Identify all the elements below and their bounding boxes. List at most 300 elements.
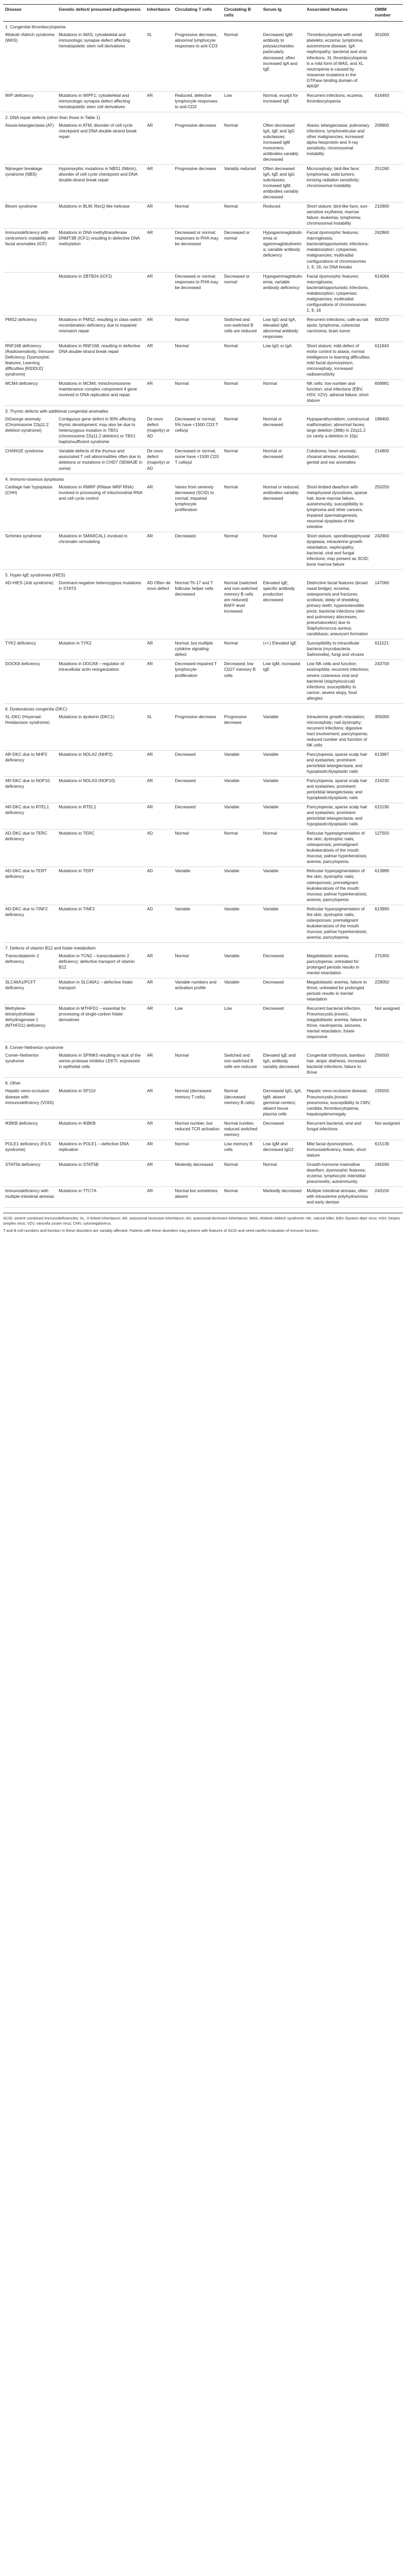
associated-features-cell: Reticular hyperpigmentation of the skin; dystrophic nails; osteoporosis; premalignant leukokeratosis of the mouth mucosa; palmar hyperkeratosis; anemia; pancytopenia [304, 905, 373, 942]
serum-ig-cell: Low IgM and decreased IgG2 [261, 1140, 305, 1160]
column-header: Serum Ig [261, 5, 305, 22]
serum-ig-cell: Markedly decreased [261, 1187, 305, 1207]
omim-cell: 229050 [373, 978, 403, 1004]
inheritance-cell: AR [145, 660, 173, 703]
disease-cell: CHARGE syndrome [3, 447, 57, 473]
genetic-defect-cell: Mutations in TERC [57, 829, 145, 867]
section-title: 6. Dyskeratosis congenita (DKC) [5, 706, 67, 711]
serum-ig-cell: Normal or decreased [261, 447, 305, 473]
genetic-defect-cell: Mutations in RTEL1 [57, 803, 145, 829]
b-cells-cell: Variable [222, 803, 261, 829]
omim-cell: 611943 [373, 342, 403, 379]
disease-cell: TYK2 deficiency [3, 639, 57, 660]
inheritance-cell: AR [145, 483, 173, 532]
inheritance-cell: AR [145, 122, 173, 165]
table-row [3, 31, 403, 91]
inheritance-cell: AD Often de novo defect [145, 579, 173, 639]
associated-features-cell: Microcephaly; bird-like face; lymphomas; solid tumors; ionizing radiation sensitivity; chromosomal instability [304, 165, 373, 202]
omim-cell: 611521 [373, 639, 403, 660]
disease-cell: AR-DKC due to NOP10 deficiency [3, 777, 57, 803]
serum-ig-cell: Often decreased IgA, IgE and IgG subclasses; increased IgM; antibodies variably decreased [261, 165, 305, 202]
genetic-defect-cell: Mutations in DNA methyltransferase DNMT3B (ICF1) resulting in defective DNA methylation [57, 229, 145, 272]
serum-ig-cell: Low IgG and IgA, elevated IgM, abnormal antibody responses [261, 315, 305, 342]
genetic-defect-cell: Mutations in WIPF1; cytoskeletal and immunologic synapse defect affecting hematopoietic stem cell derivatives [57, 91, 145, 112]
table-footnotes [3, 1213, 403, 1233]
omim-cell: 242860 [373, 229, 403, 272]
omim-cell: 615139 [373, 1140, 403, 1160]
genetic-defect-cell: Mutations in POLE1 – defective DNA replication [57, 1140, 145, 1160]
associated-features-cell: Reticular hyperpigmentation of the skin; dystrophic nails; osteoporosis; premalignant leukokeratosis of the mouth mucosa; palmar hyperkeratosis; anemia; pancytopenia [304, 829, 373, 867]
disease-cell: DOCK8 deficiency [3, 660, 57, 703]
footnote: SCID, severe combined immunodeficiencies; XL, X-linked inheritance; AR, autosomal recessive inheritance; AD, autosomal dominant inheritance; WAS, Wiskott–Aldrich syndrome; NK, natural killer; EBV, Epstein–Barr virus; HSV, herpes simplex virus; VZV, varicella zoster virus; CMV, cytomegalovirus. [3, 1216, 400, 1226]
inheritance-cell: AR [145, 202, 173, 229]
section-row [3, 22, 403, 31]
genetic-defect-cell: Mutations in TTC7A [57, 1187, 145, 1207]
table-row [3, 867, 403, 905]
omim-cell: 609981 [373, 380, 403, 406]
b-cells-cell: Variably reduced [222, 165, 261, 202]
disease-cell: Hepatic veno-occlusive disease with immunodeficiency (VODI) [3, 1087, 57, 1119]
disease-cell [3, 272, 57, 315]
t-cells-cell: Decreased [173, 750, 222, 776]
serum-ig-cell: (+/-) Elevated IgE [261, 639, 305, 660]
b-cells-cell: Normal [222, 532, 261, 569]
genetic-defect-cell: Mutation in MTHFD1 – essential for processing of single-carbon folate derivatives [57, 1005, 145, 1042]
t-cells-cell: Progressive decrease, abnormal lymphocyte responses to anti-CD3 [173, 31, 222, 91]
table-row [3, 829, 403, 867]
b-cells-cell: Normal [222, 639, 261, 660]
t-cells-cell: Variable [173, 905, 222, 942]
serum-ig-cell: Often decreased IgA, IgE and IgG subclasses; increased IgM monomers; antibodies variably decreased [261, 122, 305, 165]
t-cells-cell: Normal Th-17 and T follicular helper cells decreased [173, 579, 222, 639]
disease-cell: Cartilage hair hypoplasia (CHH) [3, 483, 57, 532]
b-cells-cell: Variable [222, 905, 261, 942]
t-cells-cell: Variable numbers and activation profile [173, 978, 222, 1004]
section-title: 8. Comel–Netherton syndrome [5, 1045, 63, 1050]
b-cells-cell: Normal (decreased memory B cells) [222, 1087, 261, 1119]
associated-features-cell: Recurrent bacterial, viral and fungal infections [304, 1119, 373, 1140]
associated-features-cell: Reticular hyperpigmentation of the skin; dystrophic nails; osteoporosis; premalignant leukokeratosis of the mouth mucosa; palmar hyperkeratosis; anemia; pancytopenia [304, 867, 373, 905]
t-cells-cell: Normal [173, 380, 222, 406]
disease-cell: AD-DKC due to TERT deficiency [3, 867, 57, 905]
table-row [3, 272, 403, 315]
t-cells-cell: Normal [173, 202, 222, 229]
t-cells-cell: Modestly decreased [173, 1160, 222, 1187]
table-row [3, 713, 403, 751]
disease-cell: Schimke syndrome [3, 532, 57, 569]
section-row [3, 1078, 403, 1088]
t-cells-cell: Normal [173, 829, 222, 867]
b-cells-cell: Normal [222, 31, 261, 91]
b-cells-cell: Normal [222, 483, 261, 532]
associated-features-cell: Thrombocytopenia with small platelets; eczema; lymphoma; autoimmune disease; IgA nephropathy; bacterial and viral infections. XL thrombocytopenia is a mild form of WAS, and XL neutropenia is caused by missense mutations in the GTPase binding domain of WASP [304, 31, 373, 91]
associated-features-cell: Megaloblastic anemia, pancytopenia; untreated for prolonged periods results in mental retardation [304, 952, 373, 978]
section-row [3, 703, 403, 713]
table-row [3, 415, 403, 447]
section-title: 7. Defects of vitamin B12 and folate metabolism [5, 945, 96, 951]
disease-cell: Bloom syndrome [3, 202, 57, 229]
disease-cell: POLE1 deficiency (FILS syndrome) [3, 1140, 57, 1160]
disease-cell: WIP deficiency [3, 91, 57, 112]
disease-cell: Comel–Netherton syndrome [3, 1052, 57, 1078]
inheritance-cell: AR [145, 1160, 173, 1187]
serum-ig-cell: Normal [261, 380, 305, 406]
b-cells-cell: Variable [222, 978, 261, 1004]
genetic-defect-cell: Mutations in dyskerin (DKC1) [57, 713, 145, 751]
disease-cell: STAT5b deficiency [3, 1160, 57, 1187]
t-cells-cell: Normal [173, 1140, 222, 1160]
t-cells-cell: Decreased [173, 532, 222, 569]
associated-features-cell: Hepatic veno-occlusive disease; Pneumocystis jiroveci pneumonia; susceptibility to CMV, candida; thrombocytopenia; hepatosplenomegaly [304, 1087, 373, 1119]
b-cells-cell: Normal [222, 1187, 261, 1207]
inheritance-cell: De novo defect (majority) or AD [145, 415, 173, 447]
table-row [3, 315, 403, 342]
inheritance-cell: AR [145, 342, 173, 379]
omim-cell: 600259 [373, 315, 403, 342]
disease-cell: Nijmegen breakage syndrome (NBS) [3, 165, 57, 202]
associated-features-cell: Megaloblastic anemia, failure to thrive; untreated for prolonged periods results in mental retardation [304, 978, 373, 1004]
disease-cell: Immunodeficiency with centromeric instability and facial anomalies (ICF) [3, 229, 57, 272]
associated-features-cell: Short stature, spondiloepiphyseal dysplasia, intrauterine growth retardation, nephropathy; bacterial, viral and fungal infections; may present as SCID; bone marrow failure [304, 532, 373, 569]
table-row [3, 202, 403, 229]
section-title: 3. Thymic defects with additional congenital anomalies [5, 409, 109, 414]
serum-ig-cell: Reduced [261, 202, 305, 229]
associated-features-cell: Facial dysmorphic features; macroglossia; bacterial/opportunistic infections; malabsorption; cytopenias; malignancies; multiradial configurations of chromosomes 1, 9, 16 [304, 272, 373, 315]
associated-features-cell: Pancytopenia; sparse scalp hair and eyelashes; prominent periorbital telangiectasia; and hypoplastic/dysplastic nails [304, 803, 373, 829]
genetic-defect-cell: Mutations in IKBKB [57, 1119, 145, 1140]
genetic-defect-cell: Mutations in SPINK5 resulting in lack of the serine protease inhibitor LEKTI, expressed in epithelial cells [57, 1052, 145, 1078]
table-row [3, 229, 403, 272]
serum-ig-cell: Elevated IgE and IgA; antibody variably decreased [261, 1052, 305, 1078]
t-cells-cell: Varies from severely decreased (SCID) to normal; impaired lymphocyte proliferation [173, 483, 222, 532]
b-cells-cell: Normal [222, 342, 261, 379]
inheritance-cell: AR [145, 91, 173, 112]
column-header: Associated features [304, 5, 373, 22]
genetic-defect-cell: Mutations in PMS2, resulting in class switch recombination deficiency due to impaired mismatch repair [57, 315, 145, 342]
associated-features-cell: Mild facial dysmorphism, immunodeficiency, livedo, short stature [304, 1140, 373, 1160]
genetic-defect-cell: Mutations in NOLA2 (NHP2) [57, 750, 145, 776]
section-title: 9. Other [5, 1080, 21, 1086]
genetic-defect-cell: Mutations in TINF2 [57, 905, 145, 942]
serum-ig-cell: Variable [261, 777, 305, 803]
table-row [3, 1140, 403, 1160]
footnote: T and B cell numbers and function in these disorders are variably affected. Patients with these disorders may present with features of SCID and need careful evaluation of immune function. [3, 1228, 319, 1233]
table-row [3, 122, 403, 165]
genetic-defect-cell: Mutations in STAT5B [57, 1160, 145, 1187]
serum-ig-cell: Low IgG or IgA [261, 342, 305, 379]
b-cells-cell: Progressive decrease [222, 713, 261, 751]
t-cells-cell: Normal (decreased memory T cells) [173, 1087, 222, 1119]
b-cells-cell: Decreased or normal [222, 272, 261, 315]
omim-cell: 305000 [373, 713, 403, 751]
associated-features-cell: Intrauterine growth retardation; microcephaly; nail dystrophy; recurrent infections; digestive tract involvement; pancytopenia; reduced number and function of NK cells [304, 713, 373, 751]
genetic-defect-cell: Mutations in SMARCAL1 involved in chromatin remodeling [57, 532, 145, 569]
t-cells-cell: Progressive decrease [173, 122, 222, 165]
b-cells-cell: Normal number, reduced switched memory [222, 1119, 261, 1140]
inheritance-cell: AD [145, 867, 173, 905]
inheritance-cell: AR [145, 315, 173, 342]
omim-cell: 243700 [373, 660, 403, 703]
t-cells-cell: Normal [173, 1052, 222, 1078]
b-cells-cell: Normal [222, 1160, 261, 1187]
t-cells-cell: Decreased [173, 777, 222, 803]
t-cells-cell: Normal [173, 342, 222, 379]
inheritance-cell: AR [145, 1187, 173, 1207]
table-row [3, 1119, 403, 1140]
associated-features-cell: Congenital ichthyosis, bamboo hair, atopic diathesis, increased bacterial infections, failure to thrive [304, 1052, 373, 1078]
disease-cell: Immunodeficiency with multiple intestinal atresias [3, 1187, 57, 1207]
b-cells-cell: Switched and non-switched B cells are reduced [222, 1052, 261, 1078]
genetic-defect-cell: Mutations in DOCK8 – regulator of intracellular actin reorganization [57, 660, 145, 703]
t-cells-cell: Normal, but multiple cytokine signaling defect [173, 639, 222, 660]
b-cells-cell: Normal [222, 415, 261, 447]
serum-ig-cell: Normal or decreased [261, 415, 305, 447]
b-cells-cell: Variable [222, 750, 261, 776]
disease-cell: AD-DKC due to TINF2 deficiency [3, 905, 57, 942]
inheritance-cell: XL [145, 31, 173, 91]
disease-cell: Wiskott–Aldrich syndrome (WAS) [3, 31, 57, 91]
genetic-defect-cell: Hypomorphic mutations in NBS1 (Nibrin); disorder of cell cycle checkpoint and DNA double-strand break repair [57, 165, 145, 202]
disease-cell: AD-DKC due to TERC deficiency [3, 829, 57, 867]
disease-cell: AD-HIES (Job syndrome) [3, 579, 57, 639]
associated-features-cell: Pancytopenia; sparse scalp hair and eyelashes; prominent periorbital telangiectasia; and hypoplastic/dysplastic nails [304, 750, 373, 776]
genetic-defect-cell: Mutations in TERT [57, 867, 145, 905]
inheritance-cell: AR [145, 750, 173, 776]
b-cells-cell: Decreased; low CD27 memory B cells [222, 660, 261, 703]
associated-features-cell: Low NK cells and function; eosinophilia; recurrent infections; severe cutaneous viral and bacterial (staphylococcal) infections; susceptibility to cancer; severe atopy, food allergies [304, 660, 373, 703]
table-row [3, 532, 403, 569]
inheritance-cell: AR [145, 1087, 173, 1119]
genetic-defect-cell: Contiguous gene defect in 90% affecting thymic development; may also be due to heterozygous mutation in TBX1 (chromosome 22q11.2 deletion) or TBX1 haploinsufficient syndrome [57, 415, 145, 447]
column-header: Disease [3, 5, 57, 22]
genetic-defect-cell: Mutations in SP110 [57, 1087, 145, 1119]
serum-ig-cell: Low IgM, increased IgE [261, 660, 305, 703]
omim-cell: 242900 [373, 532, 403, 569]
associated-features-cell: Growth-hormone insensitive dwarfism; dysmorphic features; eczema; lymphocytic interstitial pneumonitis; autoimmunity [304, 1160, 373, 1187]
omim-cell: 613990 [373, 905, 403, 942]
genetic-defect-cell: Variable defects of the thymus and associated T cell abnormalities often due to deletions or mutations in CHD7 (SEMA3E in some) [57, 447, 145, 473]
inheritance-cell: AR [145, 272, 173, 315]
column-header: Circulating B cells [222, 5, 261, 22]
inheritance-cell: AR [145, 229, 173, 272]
disease-cell: XL-DKC (Hoyeraal-Hreidarsson syndrome) [3, 713, 57, 751]
serum-ig-cell: Normal or reduced, antibodies variably decreased [261, 483, 305, 532]
associated-features-cell: Ataxia; telangiectasia; pulmonary infections; lymphoreticular and other malignancies; increased alpha fetoprotein and X-ray sensitivity; chromosomal instability [304, 122, 373, 165]
omim-cell: 245590 [373, 1160, 403, 1187]
disease-cell: IKBKB deficiency [3, 1119, 57, 1140]
table-row [3, 750, 403, 776]
t-cells-cell: Decreased or normal; 5% have <1500 CD3 T cells/µl [173, 415, 222, 447]
genetic-defect-cell: Mutation in TYK2 [57, 639, 145, 660]
t-cells-cell: Normal but sometimes absent [173, 1187, 222, 1207]
b-cells-cell: Normal [222, 447, 261, 473]
disease-cell: MCM4 deficiency [3, 380, 57, 406]
serum-ig-cell: Hypogammaglobulinemia or agammaglobulinemia; variable antibody deficiency [261, 229, 305, 272]
omim-cell: 235550 [373, 1087, 403, 1119]
omim-cell: 250250 [373, 483, 403, 532]
associated-features-cell: Short stature; bird-like face; sun-sensitive erythema; marrow failure; leukemia; lymphoma; chromosomal instability [304, 202, 373, 229]
table-row [3, 639, 403, 660]
column-header: Genetic defect/ presumed pathogenesis [57, 5, 145, 22]
section-title: 5. Hyper-IgE syndromes (HIES) [5, 572, 65, 578]
pid-table [3, 4, 403, 1208]
associated-features-cell: Pancytopenia; sparse scalp hair and eyelashes; prominent periorbital telangiectasia; and hypoplastic/dysplastic nails [304, 777, 373, 803]
disease-cell: RNF168 deficiency (Radiosensitivity, Immune Deficiency, Dysmorphic features, Learning difficulties [RIDDLE] syndrome) [3, 342, 57, 379]
inheritance-cell: AD [145, 829, 173, 867]
table-row [3, 165, 403, 202]
section-title: 2. DNA repair defects (other than those in Table 1) [5, 114, 100, 120]
table-row [3, 1187, 403, 1207]
associated-features-cell: Recurrent infections; café-au-lait spots; lymphoma, colorectal carcinoma, brain tumor [304, 315, 373, 342]
column-header: Inheritance [145, 5, 173, 22]
b-cells-cell: Decreased or normal [222, 229, 261, 272]
t-cells-cell: Progressive decrease [173, 165, 222, 202]
t-cells-cell: Decreased impaired T lymphocyte proliferation [173, 660, 222, 703]
disease-cell: Transcobalamin 2 deficiency [3, 952, 57, 978]
associated-features-cell: Multiple intestinal atresias, often with intrauterine polyhydramnios and early demise [304, 1187, 373, 1207]
section-title: 4. Immuno-osseous dysplasias [5, 476, 64, 482]
omim-cell: 256500 [373, 1052, 403, 1078]
serum-ig-cell: Normal, except for increased IgE [261, 91, 305, 112]
omim-cell: 210900 [373, 202, 403, 229]
serum-ig-cell: Hypogammaglobulinemia; variable antibody deficiency [261, 272, 305, 315]
serum-ig-cell: Variable [261, 803, 305, 829]
document [0, 0, 406, 1241]
disease-cell: SLC46A1/PCFT deficiency [3, 978, 57, 1004]
associated-features-cell: Recurrent bacterial infection, Pneumocystis jiroveci, megaloblastic anemia, failure to thrive, neutropenia, seizures, mental retardation, folate-responsive [304, 1005, 373, 1042]
omim-cell: 613987 [373, 750, 403, 776]
section-row [3, 1042, 403, 1052]
table-row [3, 342, 403, 379]
serum-ig-cell: Normal [261, 1160, 305, 1187]
t-cells-cell: Normal [173, 315, 222, 342]
genetic-defect-cell: Dominant-negative heterozygous mutations in STAT3 [57, 579, 145, 639]
table-row [3, 483, 403, 532]
column-header: OMIM number [373, 5, 403, 22]
t-cells-cell: Normal [173, 952, 222, 978]
section-row [3, 942, 403, 952]
omim-cell: 188400 [373, 415, 403, 447]
serum-ig-cell: Normal [261, 829, 305, 867]
omim-cell: 615190 [373, 803, 403, 829]
inheritance-cell: De novo defect (majority) or AD [145, 447, 173, 473]
table-row [3, 1005, 403, 1042]
serum-ig-cell: Variable [261, 867, 305, 905]
serum-ig-cell: Decreased IgG, IgA, IgM; absent germinal centers; absent tissue plasma cells [261, 1087, 305, 1119]
disease-cell: Methylene-tetrahydrofolate dehydrogenase 1 (MTHFD1) deficiency [3, 1005, 57, 1042]
inheritance-cell: AR [145, 952, 173, 978]
table-row [3, 777, 403, 803]
inheritance-cell: AR [145, 803, 173, 829]
serum-ig-cell: Decreased [261, 1005, 305, 1042]
inheritance-cell: XL [145, 713, 173, 751]
genetic-defect-cell: Mutation in SLC46A1 – defective folate transport [57, 978, 145, 1004]
t-cells-cell: Decreased or normal; responses to PHA may be decreased [173, 229, 222, 272]
inheritance-cell: AR [145, 532, 173, 569]
b-cells-cell: Low [222, 1005, 261, 1042]
omim-cell: 127550 [373, 829, 403, 867]
omim-cell: 613989 [373, 867, 403, 905]
genetic-defect-cell: Mutations in BLM; RecQ like helicase [57, 202, 145, 229]
genetic-defect-cell: Mutations in RNF168, resulting in defective DNA double-strand break repair [57, 342, 145, 379]
genetic-defect-cell: Mutation in TCN2 – transcobalamin 2 deficiency; defective transport of vitamin B12 [57, 952, 145, 978]
inheritance-cell: AR [145, 1005, 173, 1042]
t-cells-cell: Variable [173, 867, 222, 905]
b-cells-cell: Normal [222, 202, 261, 229]
b-cells-cell: Normal [222, 380, 261, 406]
inheritance-cell: AR [145, 1052, 173, 1078]
associated-features-cell: Hypoparathyroidism; conotruncal malformation; abnormal facies; large deletion (3Mb) in 22q11.2 (or rarely a deletion in 10p) [304, 415, 373, 447]
associated-features-cell: Short-limbed dwarfism with metaphyseal dysostosis, sparse hair, bone marrow failure, autoimmunity, susceptibility to lymphoma and other cancers, impaired spermatogenesis, neuronal dysplasia of the intestine [304, 483, 373, 532]
b-cells-cell: Switched and non-switched B cells are reduced [222, 315, 261, 342]
omim-cell: 243150 [373, 1187, 403, 1207]
table-row [3, 952, 403, 978]
genetic-defect-cell: Mutations in MCM4; minichromosome maintenance complex component 4 gene involved in DNA replication and repair [57, 380, 145, 406]
serum-ig-cell: Variable [261, 905, 305, 942]
table-row [3, 91, 403, 112]
omim-cell: 224230 [373, 777, 403, 803]
associated-features-cell: Susceptibility to intracellular bacteria (mycobacteria, Salmonella), fungi and viruses [304, 639, 373, 660]
inheritance-cell: AR [145, 978, 173, 1004]
table-body [3, 22, 403, 1208]
t-cells-cell: Reduced, defective lymphocyte responses to anti-CD3 [173, 91, 222, 112]
b-cells-cell: Low [222, 91, 261, 112]
serum-ig-cell: Decreased [261, 952, 305, 978]
disease-cell: Ataxia-telangiectasia (AT) [3, 122, 57, 165]
section-title: 1. Congenital thrombocytopenia [5, 24, 66, 30]
genetic-defect-cell: Mutations in WAS; cytoskeletal and immunologic synapse defect affecting hematopoietic stem cell derivatives [57, 31, 145, 91]
omim-cell: 147060 [373, 579, 403, 639]
genetic-defect-cell: Mutations in ZBTB24 (ICF2) [57, 272, 145, 315]
inheritance-cell: AR [145, 777, 173, 803]
serum-ig-cell: Variable [261, 713, 305, 751]
table-row [3, 905, 403, 942]
associated-features-cell: Distinctive facial features (broad nasal bridge); eczema; osteoporosis and fractures; scoliosis; delay of shedding primary teeth; hyperextensible joints; bacterial infections (skin and pulmonary abscesses, pneumatoceles) due to Staphylococcus aureus; candidiasis; aneurysm formation [304, 579, 373, 639]
section-row [3, 473, 403, 483]
inheritance-cell: AR [145, 165, 173, 202]
serum-ig-cell: Variable [261, 750, 305, 776]
omim-cell: 251260 [373, 165, 403, 202]
inheritance-cell: AR [145, 380, 173, 406]
table-row [3, 380, 403, 406]
t-cells-cell: Decreased [173, 803, 222, 829]
associated-features-cell: Short stature; mild defect of motor control to ataxia; normal intelligence to learning difficulties; mild facial dysmorphism; microcephaly; increased radiosensitivity [304, 342, 373, 379]
disease-cell: AR-DKC due to RTEL1 deficiency [3, 803, 57, 829]
section-row [3, 570, 403, 580]
omim-cell: 614493 [373, 91, 403, 112]
inheritance-cell: AD [145, 905, 173, 942]
table-row [3, 1052, 403, 1078]
disease-cell: PMS2 deficiency [3, 315, 57, 342]
b-cells-cell: Normal [222, 122, 261, 165]
t-cells-cell: Decreased or normal; responses to PHA may be decreased [173, 272, 222, 315]
table-row [3, 1160, 403, 1187]
omim-cell: Not assigned [373, 1005, 403, 1042]
inheritance-cell: AR [145, 1140, 173, 1160]
disease-cell: DiGeorge anomaly (Chromosome 22q11.2 deletion syndrome) [3, 415, 57, 447]
omim-cell: Not assigned [373, 1119, 403, 1140]
b-cells-cell: Variable [222, 867, 261, 905]
table-row [3, 1087, 403, 1119]
associated-features-cell: Coloboma; heart anomaly; choanal atresia; retardation; genital and ear anomalies [304, 447, 373, 473]
table-row [3, 660, 403, 703]
b-cells-cell: Variable [222, 952, 261, 978]
t-cells-cell: Decreased or normal, some have <1500 CD3 T cells/µl [173, 447, 222, 473]
disease-cell: AR-DKC due to NHP2 deficiency [3, 750, 57, 776]
associated-features-cell: Facial dysmorphic features; macroglossia; bacterial/opportunistic infections; malabsorption; cytopenias; malignancies; multiradial configurations of chromosomes 1, 9, 16; no DNA breaks [304, 229, 373, 272]
b-cells-cell: Low memory B cells [222, 1140, 261, 1160]
t-cells-cell: Normal number, but reduced TCR activation [173, 1119, 222, 1140]
